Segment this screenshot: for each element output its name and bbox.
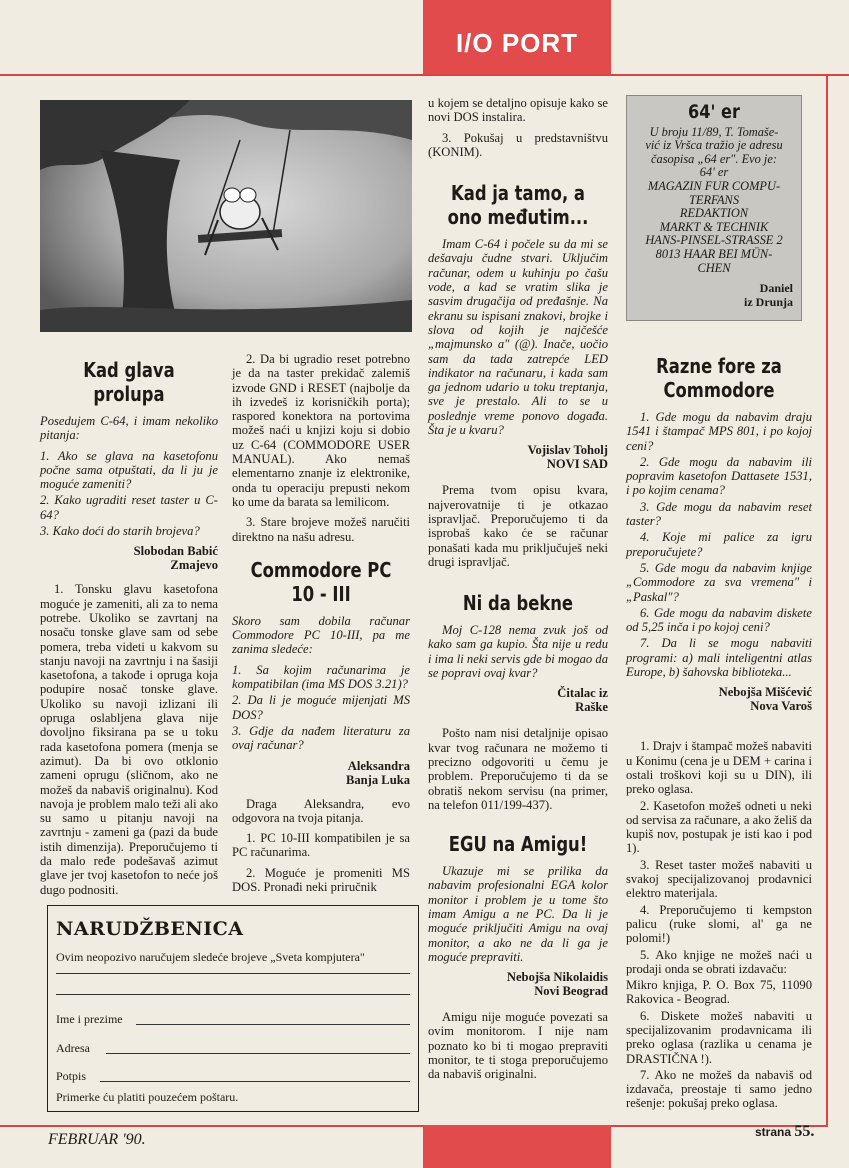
article4-place: Raške [575, 700, 608, 715]
article-title-ni-da-bekne: Ni da bekne [462, 591, 574, 616]
illustration-svg [40, 100, 412, 332]
col3-continued: u kojem se detaljno opisuje kako se novi DOS instalira. [428, 96, 608, 125]
article-title-egu-na-amigu: EGU na Amigu! [448, 832, 588, 857]
article6-question-1: 1. Gde mogu da nabavim draju 1541 i štampač MPS 801, i po kojoj ceni? [626, 410, 812, 453]
article2-question-2: 1. Sa kojim računarima je kompatibilan (ima MS DOS 3.21)? [232, 662, 410, 692]
article-title-razne-fore: Razne fore za Commodore [656, 354, 782, 402]
article6-answer-address: Mikro knjiga, P. O. Box 75, 11090 Rakovica - Beograd. [626, 978, 812, 1007]
article6-question-5: 5. Gde mogu da nabavim knjige „Commodore za sva vremena" i „Paskal"? [626, 560, 812, 604]
column-4 [626, 346, 812, 1117]
order-note: Primerke ću platiti pouzećem poštaru. [56, 1090, 239, 1104]
box64-title: 64' er [688, 101, 740, 123]
article3-signature [428, 443, 608, 471]
article-title-commodore-pc: Commodore PC 10 - III [250, 557, 392, 606]
article6-answer-7: 7. Ako ne možeš da nabaviš od izdavača, preostaje ti samo jedno rešenje: pokušaj preko oglasa. [626, 1067, 812, 1111]
article5-question: Ukazuje mi se prilika da nabavim profesionalni EGA kolor monitor i problem je u tome što imam Amigu a ne PC. Da li je moguće priključiti Amigu na ovaj monitor, a ako ne da li ga je moguće prepraviti. [428, 864, 608, 964]
box64-line: CHEN [697, 260, 731, 275]
article6-place: Nova Varoš [750, 699, 812, 714]
column-3 [428, 96, 608, 1088]
article-title-kad-ja-tamo: Kad ja tamo, a ono međutim... [447, 181, 589, 230]
section-header: I/O PORT [423, 0, 611, 74]
order-line-1[interactable] [56, 973, 410, 974]
article1-question-1: Posedujem C-64, i imam nekoliko pitanja: [40, 414, 218, 443]
top-rule [0, 74, 849, 76]
article5-answer: Amigu nije moguće povezati sa ovim monitorom. I nije nam poznato ko bi ti mogao prepraviti monitor, te ti stoga preporučujemo da nabaviš originalni. [428, 1010, 608, 1082]
article1-signature [40, 544, 218, 572]
order-intro: Ovim neopozivo naručujem sledeće brojeve „Sveta kompjutera" [56, 950, 365, 964]
column-1 [40, 350, 218, 903]
article-title-kad-glava: Kad glava prolupa [83, 358, 175, 406]
article4-author: Čitalac iz [557, 686, 608, 701]
article1-answer-3: 3. Stare brojeve možeš naručiti direktno na našu adresu. [232, 515, 410, 544]
box64-line: U broju 11/89, T. Tomaše- [649, 124, 779, 139]
article6-answer-2: 2. Kasetofon možeš odneti u neki od servisa za računare, a ako želiš da kupiš nov, postupak je isti kao i pod 1). [626, 798, 813, 856]
box64-line: vić iz Vršca tražio je adresu [645, 138, 783, 153]
article2-question-3: 2. Da li je moguće mijenjati MS DOS? [232, 693, 410, 722]
page-label: strana [755, 1125, 792, 1139]
article6-question-2: 2. Gde mogu da nabavim ili popravim kasetofon Dattasete 1531, i po kojim cenama? [626, 454, 812, 498]
article6-question-4: 4. Koje mi palice za igru preporučujete? [626, 530, 812, 559]
order-line-2[interactable] [56, 994, 410, 995]
box64-line: 8013 HAAR BEI MÜN- [655, 246, 773, 261]
order-title: NARUDŽBENICA [56, 918, 244, 940]
article2-answer-1: Draga Aleksandra, evo odgovora na tvoja pitanja. [232, 796, 410, 825]
order-signature-label: Potpis [56, 1069, 87, 1083]
box64-line: REDAKTION [679, 206, 749, 221]
article1-answer-2: 2. Da bi ugradio reset potrebno je da na taster prekidač zalemiš izvode GND i RESET (najbolje da ih izvedeš iz korisničkih porta); raspored konektora na portovima možeš naći u knjizi koju si dobio uz C-64 (COMMODORE USER MANUAL). Ako nemaš elementarno znanje iz elektronike, onda tu operaciju prepusti nekom ko ume da barata sa lemilicom. [232, 352, 410, 509]
article1-answer-1: 1. Tonsku glavu kasetofona moguće je zameniti, ali za to nema potrebe. Ukoliko se zavrtanj na nosaču tonske glave sam od sebe pomera, treba videti u kakvom su stanju navoji na zavrtnju i na šasiji kasetofona, a takođe i opruga koja podupire nosač tonske glave. Ukoliko su navoji izlizani ili opruga oslabljena glava nije dovoljno fiksirana pa se u toku rada kasetofona pomera (menja se azimut). Da bi ovo otklonio zameni oprugu (sličnom, ako ne možeš da nabaviš originalnu). Kod navoja je problem malo teži ali ako su samo u pitanju navoji na zavrtnju - zameni ga (pazi da bude istih dimenzija). Preporučujemo ti da malo ređe podešavaš azimut glave jer tvoj kasetofon to neće još dugo podnositi. [40, 582, 218, 897]
order-address-field[interactable] [106, 1053, 410, 1054]
article6-answer-1: 1. Drajv i štampač možeš nabaviti u Konimu (cena je u DEM + carina i ostali troškovi koji su u DIN), ili preko oglasa. [626, 739, 812, 797]
order-form [47, 905, 419, 1112]
article5-place: Novi Beograd [534, 984, 608, 999]
footer-tab [423, 1125, 611, 1168]
issue-date: FEBRUAR '90. [48, 1131, 146, 1148]
frog-swing-illustration [40, 100, 412, 332]
box64-line: časopisa „64 er". Evo je: [651, 151, 777, 166]
article4-question: Moj C-128 nema zvuk još od kako sam ga kupio. Šta nije u redu i ima li neki servis gde bi mogao da se popravi ovaj kvar? [428, 623, 608, 681]
right-rule [826, 74, 828, 1125]
box64-line: MAGAZIN FUR COMPU- [647, 178, 781, 193]
order-name-field[interactable] [136, 1024, 410, 1025]
box64-author: Daniel [759, 281, 793, 296]
article6-signature [626, 685, 812, 713]
order-address-label: Adresa [56, 1041, 90, 1055]
box64-signature [635, 281, 793, 309]
article2-question-1: Skoro sam dobila računar Commodore PC 10-III, pa me zanima sledeće: [232, 613, 410, 657]
order-name-label: Ime i prezime [56, 1012, 123, 1026]
page-number [755, 1123, 814, 1141]
article1-question-3: 2. Kako ugraditi reset taster u C-64? [40, 493, 218, 522]
article2-question-4: 3. Gdje da nađem literaturu za ovaj računar? [232, 723, 410, 753]
article6-answer-5: 5. Ako knjige ne možeš naći u prodaji onda se obrati izdavaču: [626, 947, 812, 976]
page-number-value: 55. [794, 1123, 815, 1140]
article6-question-3: 3. Gde mogu da nabavim reset taster? [626, 499, 812, 529]
article6-answer-3: 3. Reset taster možeš nabaviti u svakoj specijalizovanoj prodavnici elektro materijala. [626, 857, 812, 901]
order-signature-field[interactable] [100, 1081, 410, 1082]
article6-question-7: 7. Da li se mogu nabaviti programi: a) mali inteligentni atlas Europe, b) šahovska biblioteka... [626, 636, 812, 680]
article6-question-6: 6. Gde mogu da nabavim diskete od 5,25 inča i po kojoj ceni? [626, 605, 812, 635]
article2-signature [232, 759, 410, 787]
article1-question-2: 1. Ako se glava na kasetofonu počne sama otpuštati, da li ju je moguće zameniti? [40, 448, 218, 492]
column-2 [232, 352, 410, 900]
article1-author: Slobodan Babić [133, 544, 218, 559]
bottom-rule [0, 1125, 828, 1127]
article6-answer-6: 6. Diskete možeš nabaviti u specijalizovanim prodavnicama ili preko oglasa (razlika u cenama je DRASTIČNA !). [626, 1008, 812, 1066]
article5-signature [428, 970, 608, 998]
article6-answer-4: 4. Preporučujemo ti kempston palicu (ruke slomi, al' ga ne polomi!) [626, 902, 812, 946]
article2-answer-3: 2. Moguće je promeniti MS DOS. Pronađi neki priručnik [232, 865, 410, 895]
article3-answer: Prema tvom opisu kvara, najverovatnije ti je otkazao ispravljač. Preporučujemo ti da isprobaš kako će se računar ponašati kada mu priključuješ neki drugi ispravljač. [428, 483, 608, 569]
box64-place: iz Drunja [744, 295, 793, 310]
article3-question: Imam C-64 i počele su da mi se dešavaju čudne stvari. Uključim računar, odem u kuhinju po čašu vode, a kad se vratim slika je sasvim drugačija od pređašnje. Na ekranu su ispisani znakovi, brojke i slova od kojih je najčešće „majmunsko a" (@). Inače, uočio sam da tada zatrepće LED indikator na računaru, i kada sam ga jednom udario u toku treptanja, sve je prestalo. Ali to se u poslednje vreme ponovo događa. Šta je u kvaru? [428, 237, 608, 438]
article2-answer-2: 1. PC 10-III kompatibilen je sa PC računarima. [232, 831, 410, 860]
box64-line: HANS-PINSEL-STRASSE 2 [645, 233, 783, 248]
article3-author: Vojislav Toholj [527, 443, 608, 458]
article2-author: Aleksandra [347, 758, 410, 773]
article3-place: NOVI SAD [546, 457, 608, 472]
box64-line: MARKT & TECHNIK [659, 219, 769, 234]
box-64er [626, 95, 802, 321]
box64-line: TERFANS [688, 192, 740, 207]
article2-place: Banja Luka [345, 772, 410, 787]
article1-place: Zmajevo [170, 558, 218, 573]
article6-author: Nebojša Mišćević [718, 685, 812, 700]
article5-author: Nebojša Nikolaidis [506, 970, 608, 985]
article1-question-4: 3. Kako doći do starih brojeva? [40, 524, 200, 539]
col3-konim: 3. Pokušaj u predstavništvu (KONIM). [428, 130, 608, 159]
article4-signature [428, 686, 608, 714]
box64-line: 64' er [699, 165, 729, 180]
article4-answer: Pošto nam nisi detaljnije opisao kvar tvog računara ne možemo ti precizno odgovoriti u čemu je problem. Preporučujemo ti da se obratiš nekom servisu (na primer, na telefon 011/199-437). [428, 726, 608, 812]
